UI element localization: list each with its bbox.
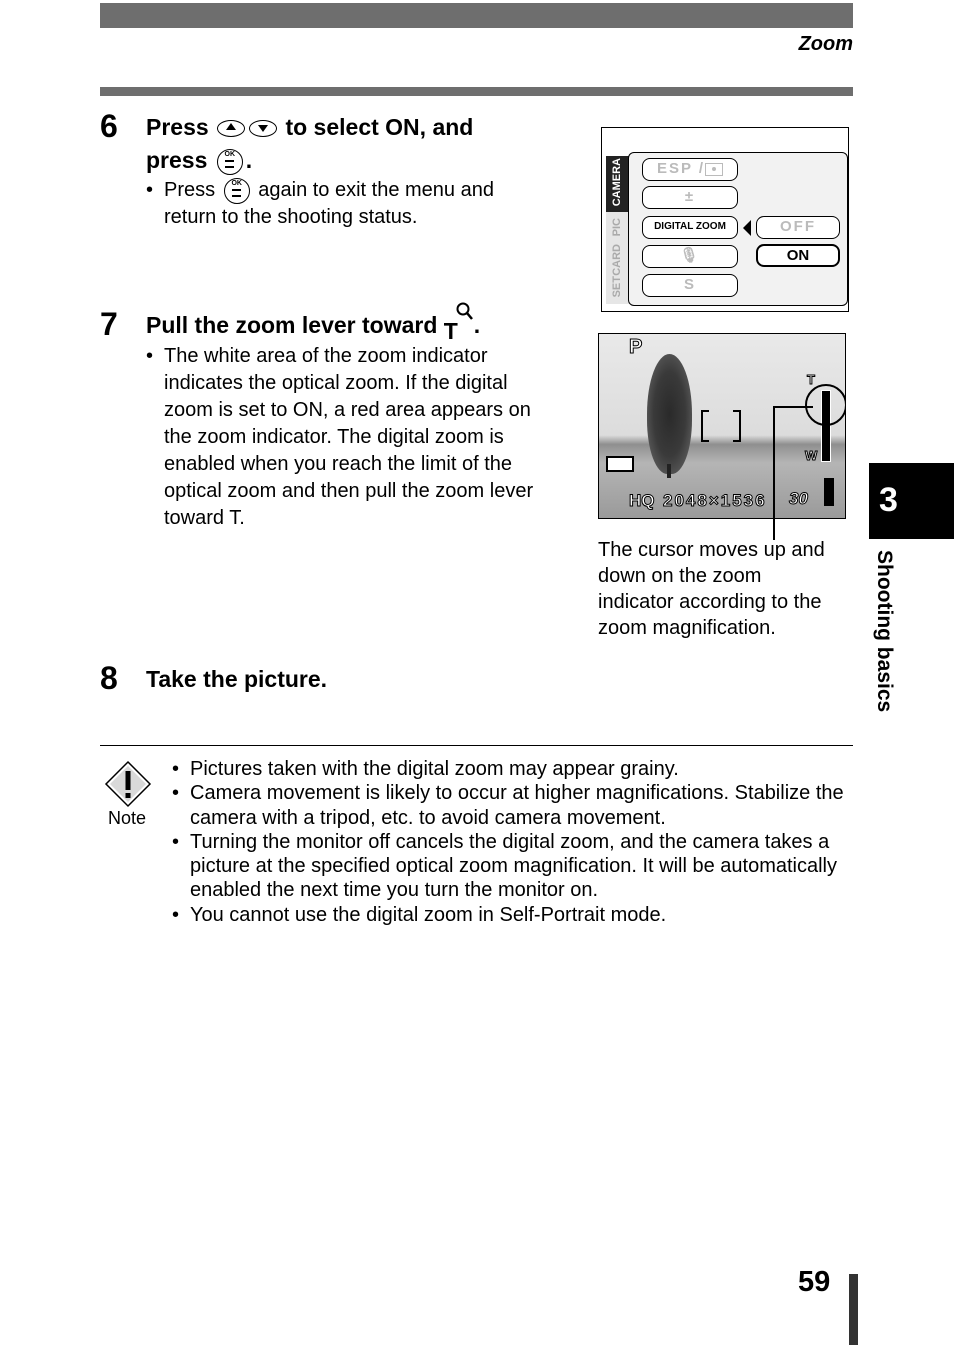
telephoto-letter: T bbox=[443, 318, 458, 344]
option-on-label: ON bbox=[786, 247, 810, 264]
header-bar bbox=[100, 3, 853, 28]
memory-card-icon bbox=[606, 456, 634, 472]
ok-menu-button-icon: OK bbox=[217, 149, 243, 175]
note-item: • Camera movement is likely to occur at higher magnifications. Stabilize the camera with a tripod, etc. to avoid camera movement. bbox=[172, 782, 844, 829]
note-item: • You cannot use the digital zoom in Self-Portrait mode. bbox=[172, 903, 667, 926]
step-7-line: The white area of the zoom indicator bbox=[164, 345, 488, 367]
resolution-indicator: 2048×1536 bbox=[663, 491, 767, 510]
tab-label-card: CARD bbox=[611, 244, 623, 276]
metering-label: ESP / bbox=[656, 160, 706, 177]
step-7-line: zoom is set to ON, a red area appears on bbox=[164, 399, 531, 421]
page-number: 59 bbox=[798, 1266, 831, 1298]
option-on bbox=[756, 244, 840, 267]
zoom-wide-label: W bbox=[805, 448, 818, 463]
caption-line: down on the zoom bbox=[598, 565, 762, 587]
arrow-down-button-icon bbox=[249, 120, 277, 137]
af-bracket-right bbox=[733, 410, 741, 442]
step-6-text-select: to select ON, and bbox=[285, 114, 474, 140]
note-text: Turning the monitor off cancels the digital zoom, and the camera takes a picture at the specified optical zoom magnification. It will be automatically enabled the next time you turn the monitor on. bbox=[190, 830, 837, 902]
header-rule bbox=[100, 87, 853, 96]
ok-menu-button-icon: OK bbox=[224, 178, 250, 204]
caption-line: indicator according to the bbox=[598, 591, 822, 613]
microphone-icon: 🎙 bbox=[679, 247, 701, 264]
bullet-dot: • bbox=[146, 345, 154, 367]
menu-item-digital-zoom bbox=[642, 216, 738, 239]
step-7-period: . bbox=[473, 312, 481, 338]
step-7-line: the zoom indicator. The digital zoom is bbox=[164, 426, 504, 448]
menu-item-exposure bbox=[642, 186, 738, 209]
digital-zoom-label: DIGITAL ZOOM bbox=[654, 221, 726, 232]
note-label: Note bbox=[108, 808, 147, 828]
tab-label-pic: PIC bbox=[611, 218, 623, 237]
chapter-title: Shooting basics bbox=[873, 550, 896, 713]
menu-item-metering bbox=[642, 158, 738, 181]
note-list bbox=[172, 757, 862, 927]
step-6-text-press2: press bbox=[146, 147, 208, 173]
selection-arrow-icon bbox=[743, 220, 751, 236]
spot-metering-icon bbox=[705, 163, 723, 176]
warning-note-icon bbox=[104, 760, 152, 808]
step-7-number: 7 bbox=[100, 306, 118, 342]
step-6-number: 6 bbox=[100, 108, 118, 144]
step-6-text-press: Press bbox=[146, 114, 209, 140]
page-number-bar bbox=[849, 1274, 858, 1345]
quality-indicator: HQ bbox=[629, 491, 655, 510]
note-text: You cannot use the digital zoom in Self-Portrait mode. bbox=[190, 903, 667, 926]
note-item: • Pictures taken with the digital zoom may appear grainy. bbox=[172, 758, 679, 780]
menu-tab-camera bbox=[606, 156, 630, 212]
step-7-line: optical zoom and then pull the zoom lever bbox=[164, 480, 534, 502]
step-6-bullet-text-a: Press bbox=[164, 179, 216, 201]
shooting-mode-indicator: P bbox=[629, 336, 643, 358]
battery-icon bbox=[824, 478, 834, 506]
step-8-heading: Take the picture. bbox=[146, 666, 328, 692]
zoom-tele-label: T bbox=[807, 372, 815, 387]
step-7-line: toward T. bbox=[164, 507, 245, 529]
camera-menu-screen bbox=[601, 127, 849, 312]
step-6-bullet-text-b: again to exit the menu and bbox=[258, 179, 494, 201]
callout-leader bbox=[773, 406, 813, 408]
telephoto-zoom-icon bbox=[444, 309, 474, 342]
step-7-bullet bbox=[146, 343, 586, 532]
step-7-text: Pull the zoom lever toward bbox=[146, 312, 438, 338]
zoom-cursor-highlight bbox=[805, 384, 846, 426]
exposure-compensation-icon: ± bbox=[684, 188, 696, 205]
zoom-viewfinder-screen bbox=[598, 333, 846, 519]
step-8-number: 8 bbox=[100, 660, 118, 696]
note-divider bbox=[100, 745, 853, 746]
tree-trunk bbox=[667, 464, 671, 478]
step-6-period: . bbox=[245, 147, 253, 173]
chapter-number: 3 bbox=[879, 481, 898, 519]
tab-label-set: SET bbox=[611, 276, 623, 298]
caption-line: The cursor moves up and bbox=[598, 539, 825, 561]
af-bracket-left bbox=[701, 410, 709, 442]
step-7-heading bbox=[146, 309, 566, 342]
zoom-caption bbox=[598, 537, 853, 641]
bullet-dot: • bbox=[146, 179, 154, 201]
note-item: • Turning the monitor off cancels the digital zoom, and the camera takes a picture at the specified optical zoom magnification. It will be automatically enabled the next time you turn the monitor on. bbox=[172, 830, 837, 902]
chapter-tab bbox=[869, 463, 954, 539]
step-7-line: indicates the optical zoom. If the digital bbox=[164, 372, 508, 394]
option-off bbox=[756, 216, 840, 239]
menu-item-scene bbox=[642, 274, 738, 297]
step-7-line: enabled when you reach the limit of the bbox=[164, 453, 512, 475]
tab-label-camera: CAMERA bbox=[611, 158, 623, 207]
tree-photo bbox=[647, 354, 692, 474]
caption-line: zoom magnification. bbox=[598, 617, 776, 639]
menu-item-sound bbox=[642, 245, 738, 268]
note-text: Camera movement is likely to occur at higher magnifications. Stabilize the camera with a tripod, etc. to avoid camera movement. bbox=[190, 782, 844, 829]
arrow-up-button-icon bbox=[217, 120, 245, 137]
step-6-bullet bbox=[146, 177, 566, 231]
note-text: Pictures taken with the digital zoom may appear grainy. bbox=[190, 758, 679, 780]
option-off-label: OFF bbox=[780, 218, 816, 235]
remaining-shots: 30 bbox=[789, 489, 808, 508]
callout-leader-vertical bbox=[773, 406, 775, 540]
step-6-bullet-text-c: return to the shooting status. bbox=[164, 206, 418, 228]
section-title: Zoom bbox=[798, 33, 853, 55]
step-6-heading bbox=[146, 111, 566, 177]
scene-icon: S bbox=[683, 276, 696, 293]
